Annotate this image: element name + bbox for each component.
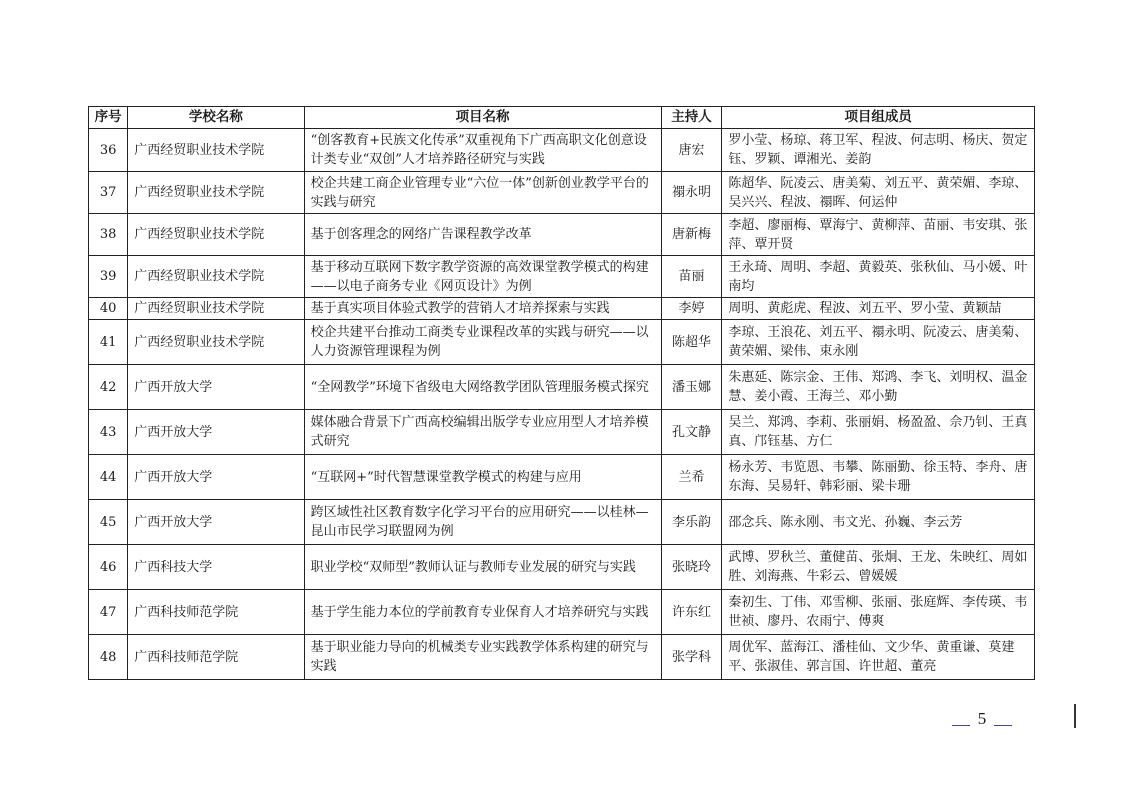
row-members: 邵念兵、陈永刚、韦文光、孙巍、李云芳: [722, 500, 1035, 545]
row-num: 39: [89, 256, 128, 298]
row-school: 广西开放大学: [128, 410, 304, 455]
table-row: [89, 635, 1035, 680]
row-host: 兰希: [661, 455, 722, 500]
row-members: 周优军、蓝海江、潘桂仙、文少华、黄重谦、莫建平、张淑佳、郭言国、许世超、董亮: [722, 635, 1035, 680]
row-school: 广西经贸职业技术学院: [128, 214, 304, 256]
page-number: [942, 708, 1022, 730]
row-num: 41: [89, 320, 128, 365]
row-members: 吴兰、郑鸿、李莉、张丽娟、杨盈盈、佘乃钊、王真真、邝钰基、方仁: [722, 410, 1035, 455]
page-number-left-dash: [952, 713, 970, 726]
row-members: 李超、廖丽梅、覃海宁、黄柳萍、苗丽、韦安琪、张萍、覃开贤: [722, 214, 1035, 256]
row-host: 许东红: [661, 590, 722, 635]
row-school: 广西科技师范学院: [128, 590, 304, 635]
row-num: 37: [89, 172, 128, 214]
row-project: 基于学生能力本位的学前教育专业保育人才培养研究与实践: [304, 590, 661, 635]
row-members: 王永琦、周明、李超、黄毅英、张秋仙、马小媛、叶南均: [722, 256, 1035, 298]
table-row: [89, 545, 1035, 590]
row-num: 48: [89, 635, 128, 680]
row-host: 唐宏: [661, 129, 722, 172]
header-host: 主持人: [661, 107, 722, 129]
row-school: 广西科技大学: [128, 545, 304, 590]
table-row: [89, 172, 1035, 214]
header-num: 序号: [89, 107, 128, 129]
row-host: 唐新梅: [661, 214, 722, 256]
row-project: “互联网+”时代智慧课堂教学模式的构建与应用: [304, 455, 661, 500]
project-table: [88, 106, 1035, 680]
table-row: [89, 365, 1035, 410]
row-project: 基于移动互联网下数字教学资源的高效课堂教学模式的构建——以电子商务专业《网页设计》为例: [304, 256, 661, 298]
table-row: [89, 410, 1035, 455]
row-host: 禤永明: [661, 172, 722, 214]
row-members: 周明、黄彪虎、程波、刘五平、罗小莹、黄颖喆: [722, 298, 1035, 320]
table-row: [89, 455, 1035, 500]
row-school: 广西经贸职业技术学院: [128, 298, 304, 320]
row-school: 广西开放大学: [128, 500, 304, 545]
row-school: 广西科技师范学院: [128, 635, 304, 680]
row-project: 基于创客理念的网络广告课程教学改革: [304, 214, 661, 256]
row-members: 李琼、王浪花、刘五平、禤永明、阮凌云、唐美菊、黄荣媚、梁伟、束永刚: [722, 320, 1035, 365]
row-host: 潘玉娜: [661, 365, 722, 410]
row-host: 孔文静: [661, 410, 722, 455]
row-school: 广西开放大学: [128, 365, 304, 410]
row-project: 职业学校“双师型”教师认证与教师专业发展的研究与实践: [304, 545, 661, 590]
row-num: 45: [89, 500, 128, 545]
row-project: 基于职业能力导向的机械类专业实践教学体系构建的研究与实践: [304, 635, 661, 680]
table-row: [89, 298, 1035, 320]
row-members: 杨永芳、韦览恩、韦攀、陈丽勤、徐玉特、李舟、唐东海、吴易轩、韩彩丽、梁卡珊: [722, 455, 1035, 500]
row-num: 38: [89, 214, 128, 256]
row-project: 校企共建工商企业管理专业“六位一体”创新创业教学平台的实践与研究: [304, 172, 661, 214]
row-project: 基于真实项目体验式教学的营销人才培养探索与实践: [304, 298, 661, 320]
row-num: 44: [89, 455, 128, 500]
row-project: 媒体融合背景下广西高校编辑出版学专业应用型人才培养模式研究: [304, 410, 661, 455]
row-num: 46: [89, 545, 128, 590]
table-header-row: [89, 107, 1035, 129]
table-row: [89, 500, 1035, 545]
table-row: [89, 590, 1035, 635]
row-host: 苗丽: [661, 256, 722, 298]
table-row: [89, 320, 1035, 365]
row-school: 广西经贸职业技术学院: [128, 256, 304, 298]
table-row: [89, 214, 1035, 256]
header-members: 项目组成员: [722, 107, 1035, 129]
row-project: 校企共建平台推动工商类专业课程改革的实践与研究——以人力资源管理课程为例: [304, 320, 661, 365]
row-host: 陈超华: [661, 320, 722, 365]
row-num: 43: [89, 410, 128, 455]
table-row: [89, 256, 1035, 298]
row-school: 广西开放大学: [128, 455, 304, 500]
header-school: 学校名称: [128, 107, 304, 129]
row-members: 秦初生、丁伟、邓雪柳、张丽、张庭辉、李传瑛、韦世祯、廖丹、农雨宁、傅爽: [722, 590, 1035, 635]
row-members: 陈超华、阮凌云、唐美菊、刘五平、黄荣媚、李琼、吴兴兴、程波、禤晖、何运仲: [722, 172, 1035, 214]
row-host: 张晓玲: [661, 545, 722, 590]
row-num: 42: [89, 365, 128, 410]
row-num: 36: [89, 129, 128, 172]
row-project: “创客教育+民族文化传承”双重视角下广西高职文化创意设计类专业“双创”人才培养路径研究与实践: [304, 129, 661, 172]
page-number-right-dash: [994, 713, 1012, 726]
row-members: 朱惠延、陈宗金、王伟、郑鸿、李飞、刘明权、温金慧、姜小霞、王海兰、邓小勤: [722, 365, 1035, 410]
page-number-value: 5: [977, 709, 987, 728]
row-school: 广西经贸职业技术学院: [128, 172, 304, 214]
row-host: 张学科: [661, 635, 722, 680]
row-school: 广西经贸职业技术学院: [128, 129, 304, 172]
row-num: 40: [89, 298, 128, 320]
row-project: 跨区域性社区教育数字化学习平台的应用研究——以桂林—昆山市民学习联盟网为例: [304, 500, 661, 545]
header-project: 项目名称: [304, 107, 661, 129]
row-members: 罗小莹、杨琼、蒋卫军、程波、何志明、杨庆、贺定钰、罗颖、谭湘光、姜韵: [722, 129, 1035, 172]
row-members: 武博、罗秋兰、董健苗、张炯、王龙、朱映红、周如胜、刘海燕、牛彩云、曾媛媛: [722, 545, 1035, 590]
margin-divider: [1074, 704, 1076, 728]
row-num: 47: [89, 590, 128, 635]
row-project: “全网教学”环境下省级电大网络教学团队管理服务模式探究: [304, 365, 661, 410]
table-row: [89, 129, 1035, 172]
row-host: 李乐韵: [661, 500, 722, 545]
row-host: 李婷: [661, 298, 722, 320]
row-school: 广西经贸职业技术学院: [128, 320, 304, 365]
